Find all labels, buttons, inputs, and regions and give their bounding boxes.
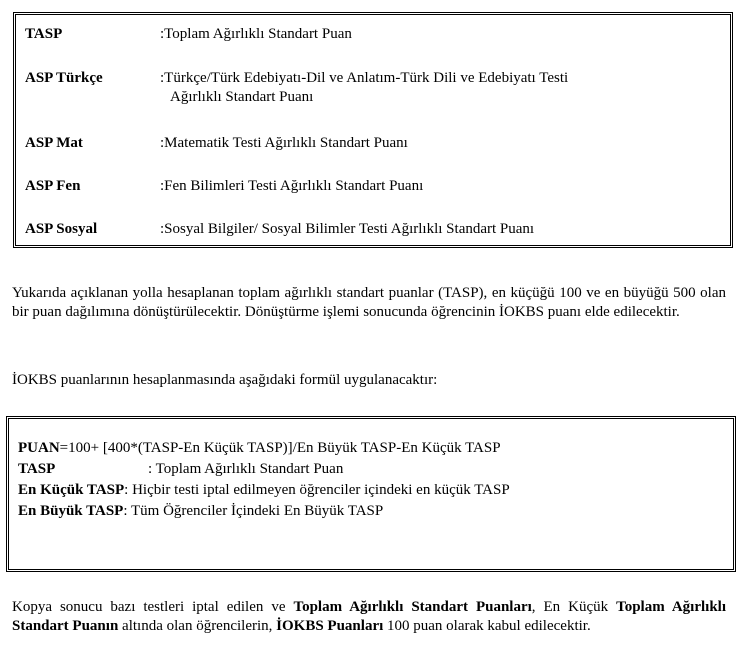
definition-abbr-asp-mat: ASP Mat — [25, 135, 83, 151]
formula-text-max: : Tüm Öğrenciler İçindeki En Büyük TASP — [123, 503, 384, 519]
rule-bold-3: İOKBS Puanları — [276, 618, 384, 634]
paragraph-conversion: Yukarıda açıklanan yolla hesaplanan toplam ağırlıklı standart puanlar (TASP), en küçüğü 100 ve en büyüğü 500 olan bir puan dağılımına dönüştürülecektir. Dönüştürme işlemi sonucunda öğrencinin İOKBS puanı elde edilecektir. — [12, 285, 726, 320]
definition-text-asp-turkce-cont: Ağırlıklı Standart Puanı — [170, 89, 314, 105]
formula-box — [6, 416, 736, 572]
paragraph-cheating-rule — [12, 598, 726, 636]
definition-text-asp-sosyal: :Sosyal Bilgiler/ Sosyal Bilimler Testi Ağırlıklı Standart Puanı — [160, 221, 535, 237]
rule-text-1: Kopya sonucu bazı testleri iptal edilen ve — [12, 599, 294, 615]
formula-label-max: En Büyük TASP — [18, 503, 124, 519]
definition-abbr-asp-turkce: ASP Türkçe — [25, 70, 103, 86]
rule-text-3: altında olan öğrencilerin, — [118, 618, 277, 634]
formula-text-min: : Hiçbir testi iptal edilmeyen öğrenciler içindeki en küçük TASP — [124, 482, 510, 498]
rule-bold-1: Toplam Ağırlıklı Standart Puanları — [293, 599, 532, 615]
formula-line-min — [18, 481, 510, 500]
definition-abbr-asp-fen: ASP Fen — [25, 178, 81, 194]
formula-text-tasp: : Toplam Ağırlıklı Standart Puan — [148, 461, 344, 477]
definition-abbr-tasp: TASP — [25, 26, 63, 42]
rule-text-4: 100 puan olarak kabul edilecektir. — [383, 618, 591, 634]
formula-line-puan — [18, 439, 501, 458]
rule-bold-2: Toplam Ağırlıklı Standart Puanın — [12, 599, 726, 634]
formula-line-max — [18, 502, 383, 521]
paragraph-formula-intro: İOKBS puanlarının hesaplanmasında aşağıdaki formül uygulanacaktır: — [12, 372, 438, 388]
definition-text-tasp: :Toplam Ağırlıklı Standart Puan — [160, 26, 352, 42]
definition-text-asp-fen: :Fen Bilimleri Testi Ağırlıklı Standart Puanı — [160, 178, 424, 194]
formula-line-tasp — [18, 460, 343, 479]
definition-text-asp-mat: :Matematik Testi Ağırlıklı Standart Puanı — [160, 135, 408, 151]
formula-label-puan: PUAN — [18, 440, 60, 456]
formula-text-puan: =100+ [400*(TASP-En Küçük TASP)]/En Büyük TASP-En Küçük TASP — [59, 440, 501, 456]
definition-text-asp-turkce: :Türkçe/Türk Edebiyatı-Dil ve Anlatım-Türk Dili ve Edebiyatı Testi — [160, 70, 569, 86]
rule-text-2: , En Küçük — [531, 599, 617, 615]
formula-label-min: En Küçük TASP — [18, 482, 125, 498]
definitions-box — [13, 12, 733, 248]
definition-abbr-asp-sosyal: ASP Sosyal — [25, 221, 98, 237]
formula-label-tasp: TASP — [18, 461, 56, 477]
